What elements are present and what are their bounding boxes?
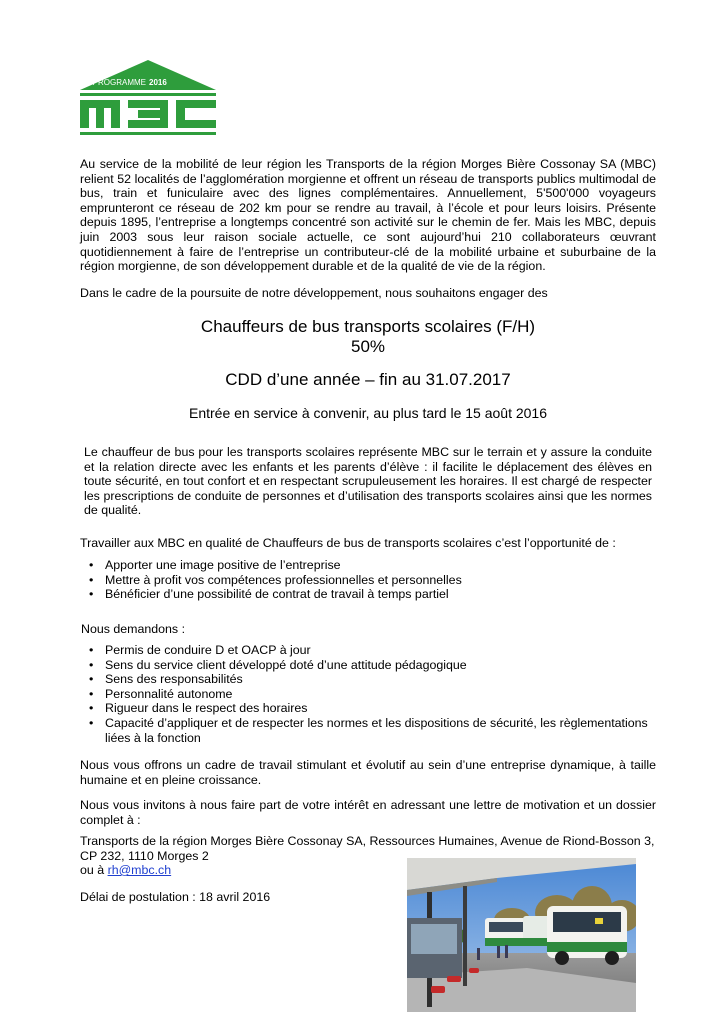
contract-title: CDD d’une année – fin au 31.07.2017 bbox=[225, 370, 511, 389]
address-line-1: Transports de la région Morges Bière Cossonay SA, Ressources Humaines, Avenue de Riond-Bosson 3, bbox=[80, 834, 655, 848]
list-item: • Apporter une image positive de l’entreprise bbox=[80, 558, 656, 573]
list-item: • Bénéficier d’une possibilité de contrat de travail à temps partiel bbox=[80, 587, 656, 602]
invite-paragraph: Nous vous invitons à nous faire part de votre intérêt en adressant une lettre de motivation et un dossier complet à : bbox=[80, 798, 656, 827]
logo-programme-year: 2016 bbox=[149, 78, 167, 87]
list-item: • Sens des responsabilités bbox=[80, 672, 656, 687]
deadline-text: Délai de postulation : 18 avril 2016 bbox=[80, 890, 271, 904]
requirements-list bbox=[80, 643, 656, 745]
intro-paragraph: Au service de la mobilité de leur région les Transports de la région Morges Bière Cossonay SA (MBC) relient 52 localités de l’agglomération morgienne et offrent un réseau de transports publics multimodal de bus, train et funiculaire avec des lignes complémentaires. Annuellement, 5'500'000 voyageurs emprunteront ce réseau de 202 km pour se rendre au travail, à l’école et pour leurs loisirs. Présente depuis 1895, l’entreprise a longtemps concentré son activité sur le chemin de fer. Mais les MBC, depuis juin 2003 sous leur raison sociale actuelle, ce sont aujourd’hui 210 collaborateurs œuvrant quotidiennement à faire de l’entreprise un contributeur-clé de la mobilité urbaine et suburbaine de la région morgienne, de son développement durable et de la qualité de vie de la région. bbox=[80, 157, 656, 274]
list-item: • Permis de conduire D et OACP à jour bbox=[80, 643, 656, 658]
address-line-2: CP 232, 1110 Morges 2 bbox=[80, 848, 209, 863]
mbc-logo bbox=[80, 60, 216, 146]
list-item: • Personnalité autonome bbox=[80, 687, 656, 702]
bus-station-photo bbox=[407, 858, 636, 1012]
lead-in-text: Dans le cadre de la poursuite de notre développement, nous souhaitons engager des bbox=[80, 286, 548, 300]
opportunity-heading: Travailler aux MBC en qualité de Chauffeurs de bus de transports scolaires c’est l’opportunité de : bbox=[80, 536, 616, 550]
requirements-heading: Nous demandons : bbox=[81, 622, 186, 636]
offer-paragraph: Nous vous offrons un cadre de travail stimulant et évolutif au sein d’une entreprise dynamique, à taille humaine et en pleine croissance. bbox=[80, 758, 656, 787]
opportunity-list bbox=[80, 558, 656, 602]
list-item: • Sens du service client développé doté d’une attitude pédagogique bbox=[80, 658, 656, 673]
list-item: • Rigueur dans le respect des horaires bbox=[80, 701, 656, 716]
list-item: • Mettre à profit vos compétences professionnelles et personnelles bbox=[80, 573, 656, 588]
start-date: Entrée en service à convenir, au plus tard le 15 août 2016 bbox=[188, 405, 547, 421]
email-prefix: ou à bbox=[80, 863, 105, 878]
job-title bbox=[80, 317, 656, 357]
job-description: Le chauffeur de bus pour les transports scolaires représente MBC sur le terrain et y assure la conduite et la relation directe avec les enfants et les parents d’élève : il facilite le déplacement des élèves en toute sécurité, en tout confort et en respectant scrupuleusement les horaires. Il est chargé de respecter les prescriptions de conduite de personnes et d’utilisation des transports scolaires ainsi que les normes de qualité. bbox=[84, 445, 652, 518]
job-title-name: Chauffeurs de bus transports scolaires (F/H) bbox=[200, 317, 536, 336]
email-link[interactable]: rh@mbc.ch bbox=[107, 863, 172, 878]
list-item: • Capacité d’appliquer et de respecter les normes et les dispositions de sécurité, les règlementations liées à la fonction bbox=[80, 716, 656, 745]
job-rate: 50% bbox=[350, 337, 386, 356]
logo-programme-label: PROGRAMME bbox=[92, 78, 146, 87]
